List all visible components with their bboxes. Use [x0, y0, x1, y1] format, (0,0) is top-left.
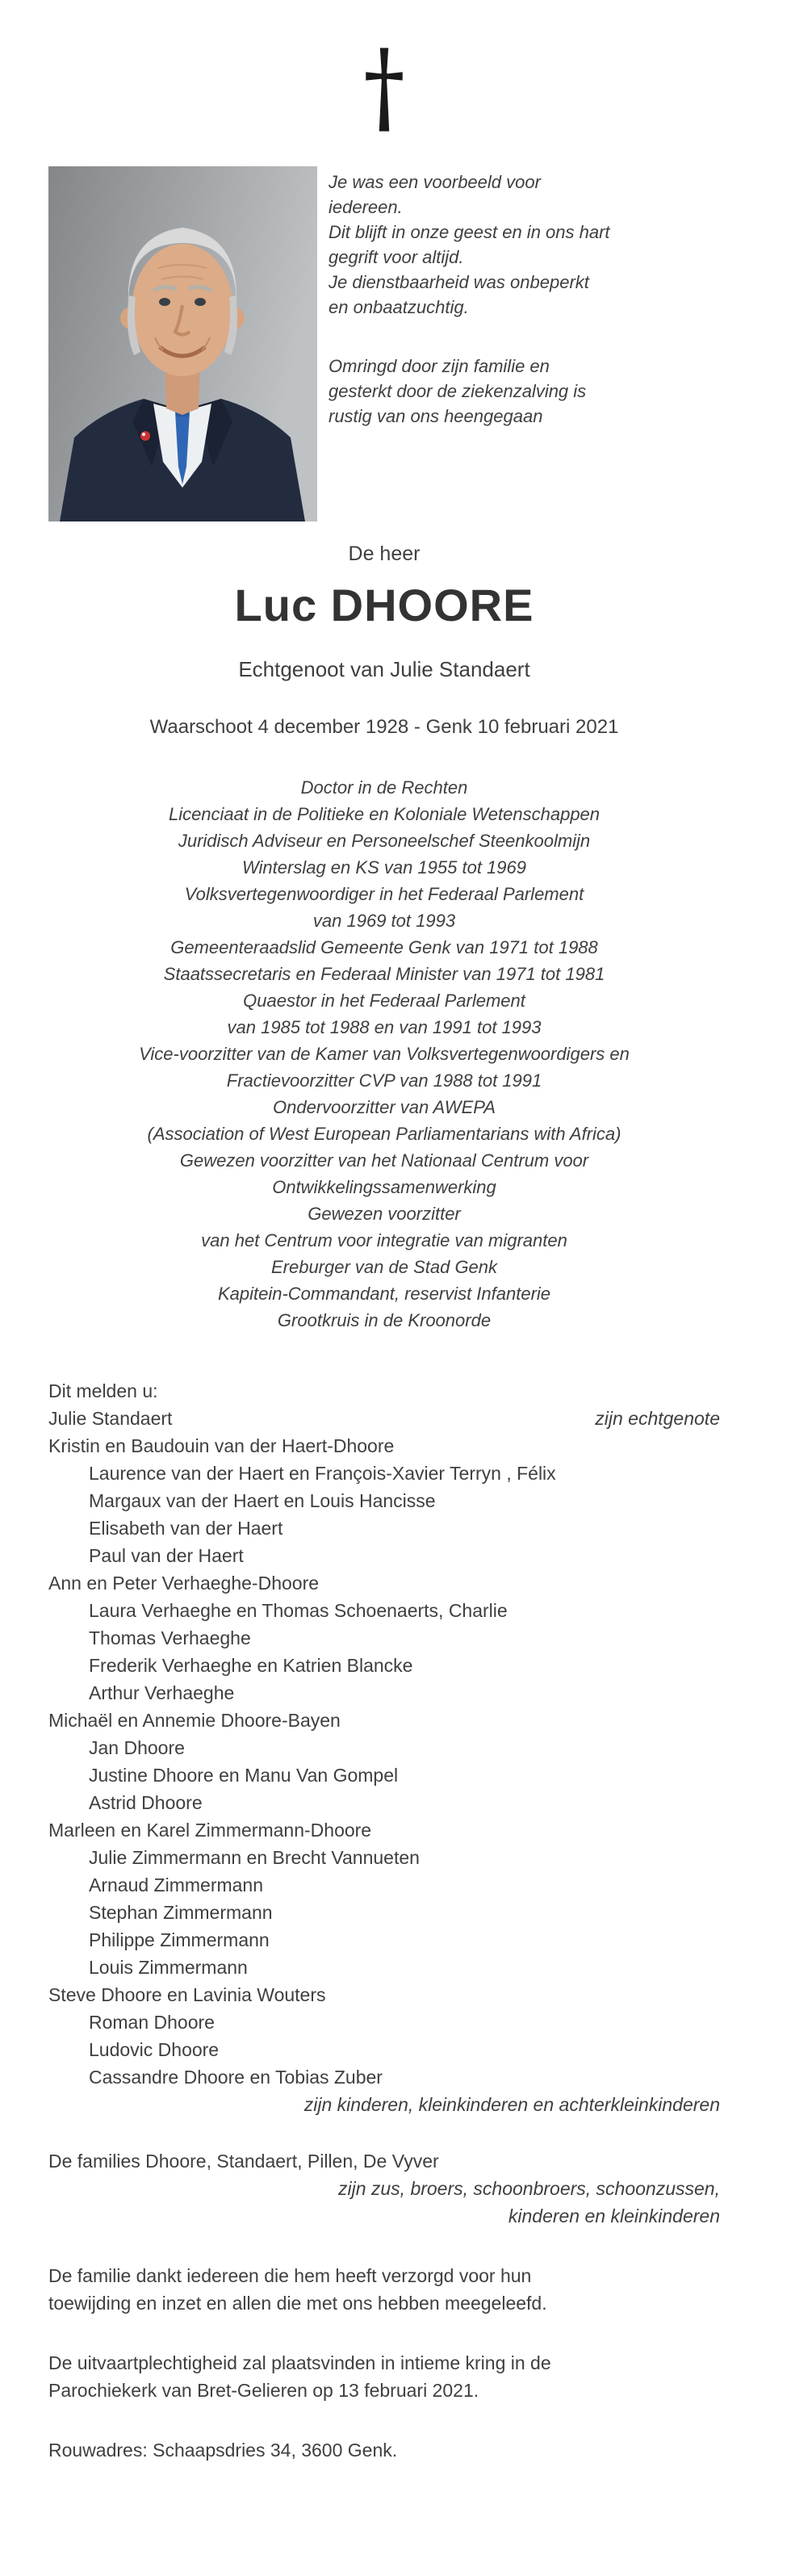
curriculum-vitae: [48, 774, 720, 1334]
cv-line: van 1969 tot 1993: [312, 911, 456, 931]
family-line: Laura Verhaeghe en Thomas Schoenaerts, Charlie: [89, 1600, 508, 1621]
family-line: Ludovic Dhoore: [89, 2039, 220, 2060]
cv-line: Licenciaat in de Politieke en Koloniale Wetenschappen: [168, 804, 601, 824]
portrait-photo: [48, 166, 317, 521]
passing-note: [329, 354, 610, 429]
cv-line: Doctor in de Rechten: [300, 777, 468, 798]
children-caption: zijn kinderen, kleinkinderen en achterkleinkinderen: [303, 2094, 720, 2115]
families-caption: zijn zus, broers, schoonbroers, schoonzussen,: [337, 2178, 720, 2199]
thanks-paragraph: [48, 2262, 720, 2317]
family-line: Philippe Zimmermann: [89, 1929, 270, 1950]
family-line: Marleen en Karel Zimmermann-Dhoore: [48, 1820, 372, 1841]
passing-line: Omringd door zijn familie en: [329, 356, 550, 376]
cv-line: Gewezen voorzitter van het Nationaal Centrum voor: [179, 1150, 589, 1171]
passing-line: gesterkt door de ziekenzalving is: [329, 381, 587, 401]
cv-line: Winterslag en KS van 1955 tot 1969: [241, 857, 527, 878]
passing-line: rustig van ons heengegaan: [329, 406, 543, 426]
widow-name: Julie Standaert: [48, 1408, 173, 1429]
family-line: Cassandre Dhoore en Tobias Zuber: [89, 2067, 383, 2088]
tribute-quote: [329, 170, 610, 320]
widow-line: [48, 1405, 720, 1432]
family-line: Kristin en Baudouin van der Haert-Dhoore: [48, 1435, 395, 1456]
family-line: Justine Dhoore en Manu Van Gompel: [89, 1765, 399, 1786]
cv-line: Ontwikkelingssamenwerking: [272, 1177, 496, 1197]
cv-line: Ondervoorzitter van AWEPA: [273, 1097, 496, 1117]
spouse-line: Echtgenoot van Julie Standaert: [238, 657, 530, 681]
deceased-name: Luc DHOORE: [234, 580, 534, 630]
family-announcement: [48, 1377, 720, 2118]
cv-line: Vice-voorzitter van de Kamer van Volksvertegenwoordigers en: [139, 1044, 630, 1064]
salutation: De heer: [348, 542, 421, 565]
families-caption: kinderen en kleinkinderen: [508, 2205, 720, 2226]
cv-line: van 1985 tot 1988 en van 1991 tot 1993: [227, 1017, 542, 1037]
family-line: Stephan Zimmermann: [89, 1902, 273, 1923]
cv-line: Fractievoorzitter CVP van 1988 tot 1991: [226, 1070, 542, 1091]
photo-and-tribute-row: [48, 166, 720, 521]
tribute-line: iedereen.: [329, 197, 403, 217]
tribute-line: Je dienstbaarheid was onbeperkt: [329, 272, 589, 292]
families-line: De families Dhoore, Standaert, Pillen, De Vyver: [48, 2151, 439, 2172]
service-line: Parochiekerk van Bret-Gelieren op 13 februari 2021.: [48, 2380, 479, 2401]
family-line: Astrid Dhoore: [89, 1792, 203, 1813]
life-dates: Waarschoot 4 december 1928 - Genk 10 februari 2021: [149, 716, 619, 738]
family-line: Louis Zimmermann: [89, 1957, 248, 1978]
thanks-line: De familie dankt iedereen die hem heeft verzorgd voor hun: [48, 2265, 532, 2286]
family-line: Arthur Verhaeghe: [89, 1682, 235, 1703]
family-line: Margaux van der Haert en Louis Hancisse: [89, 1490, 436, 1511]
tribute-line: Je was een voorbeeld voor: [329, 172, 541, 192]
family-line: Roman Dhoore: [89, 2012, 215, 2033]
announcement-intro: Dit melden u:: [48, 1380, 158, 1401]
tribute-line: gegrift voor altijd.: [329, 247, 464, 267]
family-line: Elisabeth van der Haert: [89, 1518, 283, 1539]
service-paragraph: [48, 2349, 720, 2404]
family-line: Julie Zimmermann en Brecht Vannueten: [89, 1847, 420, 1868]
mourning-address: Rouwadres: Schaapsdries 34, 3600 Genk.: [48, 2440, 398, 2461]
family-line: Thomas Verhaeghe: [89, 1627, 251, 1648]
cv-line: Juridisch Adviseur en Personeelschef Steenkoolmijn: [178, 831, 591, 851]
family-line: Frederik Verhaeghe en Katrien Blancke: [89, 1655, 413, 1676]
cv-line: Gewezen voorzitter: [308, 1204, 461, 1224]
family-line: Steve Dhoore en Lavinia Wouters: [48, 1984, 326, 2005]
cv-line: Grootkruis in de Kroonorde: [277, 1310, 492, 1330]
family-line: Michaël en Annemie Dhoore-Bayen: [48, 1710, 341, 1731]
family-line: Jan Dhoore: [89, 1737, 185, 1758]
family-line: Paul van der Haert: [89, 1545, 244, 1566]
cv-line: Kapitein-Commandant, reservist Infanterie: [217, 1284, 551, 1304]
cv-line: van het Centrum voor integratie van migranten: [201, 1230, 567, 1250]
extended-families: [48, 2147, 720, 2230]
widow-relation: zijn echtgenote: [595, 1408, 720, 1429]
family-line: Laurence van der Haert en François-Xavier Terryn , Félix: [89, 1463, 556, 1484]
tribute-text: [329, 166, 610, 521]
tribute-line: en onbaatzuchtig.: [329, 297, 469, 317]
service-line: De uitvaartplechtigheid zal plaatsvinden in intieme kring in de: [48, 2352, 551, 2373]
family-line: Ann en Peter Verhaeghe-Dhoore: [48, 1573, 320, 1594]
cv-line: Volksvertegenwoordiger in het Federaal Parlement: [184, 884, 584, 904]
cross-icon: [48, 29, 720, 152]
cv-line: Ereburger van de Stad Genk: [270, 1257, 498, 1277]
cv-line: Gemeenteraadslid Gemeente Genk van 1971 tot 1988: [170, 937, 598, 957]
cv-line: (Association of West European Parliamentarians with Africa): [147, 1124, 622, 1144]
cv-line: Quaestor in het Federaal Parlement: [243, 991, 525, 1011]
thanks-line: toewijding en inzet en allen die met ons hebben meegeleefd.: [48, 2293, 547, 2314]
tribute-line: Dit blijft in onze geest en in ons hart: [329, 222, 610, 242]
cv-line: Staatssecretaris en Federaal Minister van 1971 tot 1981: [163, 964, 605, 984]
family-line: Arnaud Zimmermann: [89, 1874, 264, 1895]
